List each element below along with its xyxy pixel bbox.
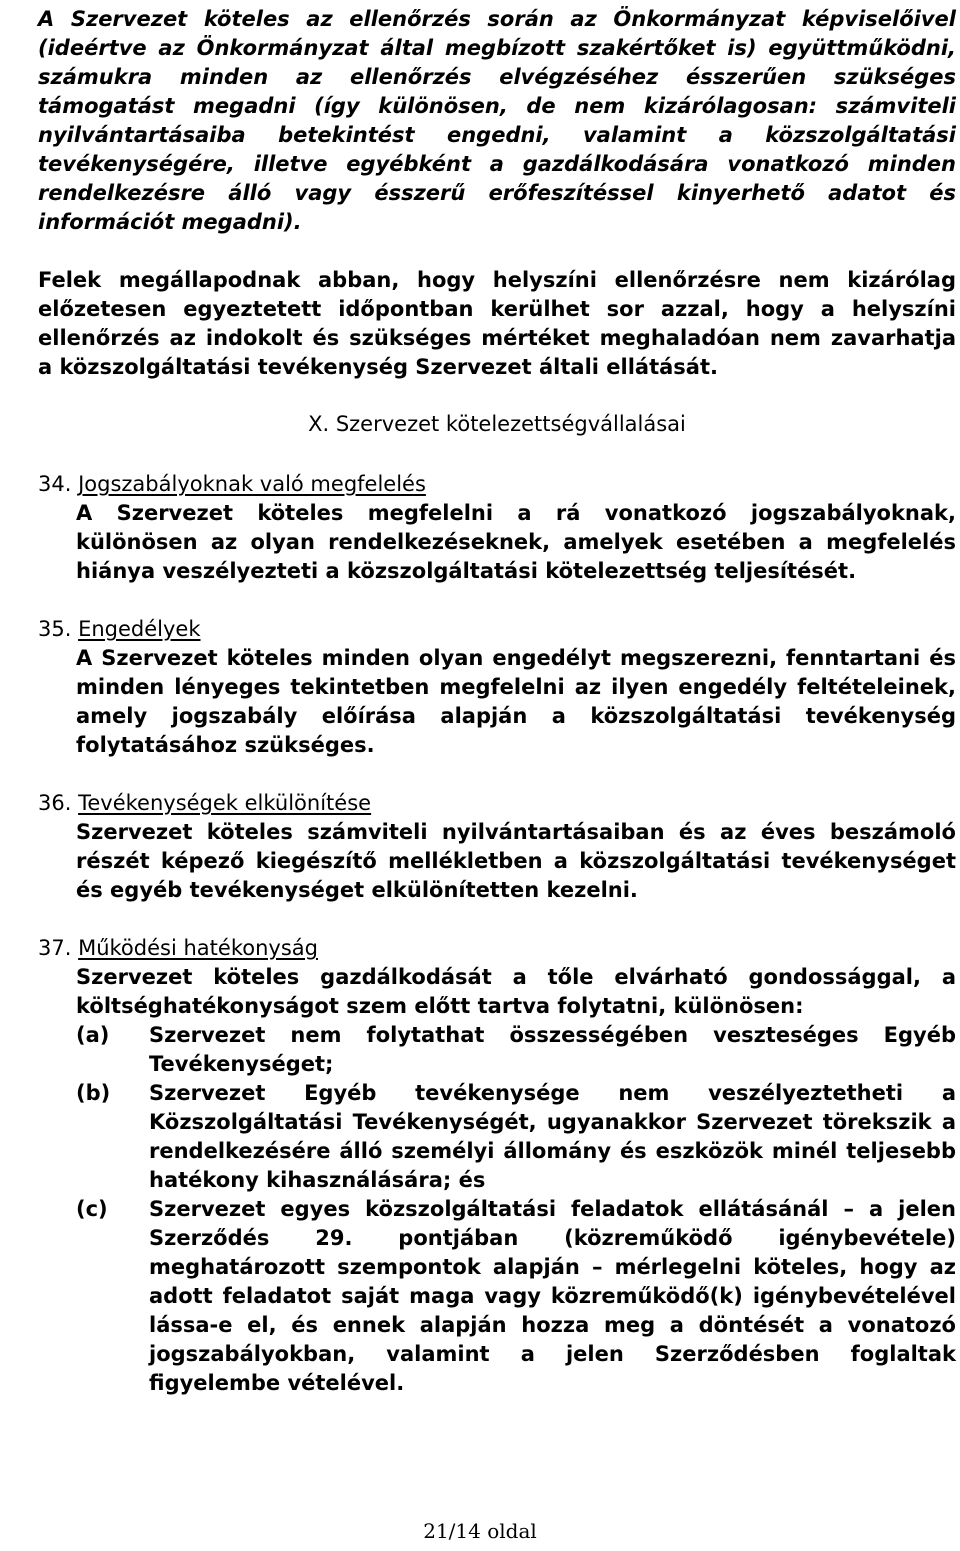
section-heading — [38, 615, 956, 644]
chapter-title: X. Szervezet kötelezettségvállalásai — [308, 412, 686, 436]
section-number: 36. — [38, 791, 72, 815]
list-item — [76, 1021, 956, 1079]
item-label: (b) — [76, 1081, 111, 1105]
section-title: Működési hatékonyság — [78, 936, 318, 960]
page-number: 21/14 oldal — [423, 1519, 537, 1543]
section-body: Szervezet köteles számviteli nyilvántartásaiban és az éves beszámoló részét képező kiegészítő mellékletben a közszolgáltatási tevékenységet és egyéb tevékenységet elkülönítetten kezelni. — [76, 820, 956, 902]
section-37 — [38, 934, 956, 1398]
list-item — [76, 1195, 956, 1398]
section-body: A Szervezet köteles megfelelni a rá vonatkozó jogszabályoknak, különösen az olyan rendelkezéseknek, amelyek esetében a megfelelés hiánya veszélyezteti a közszolgáltatási kötelezettség teljesítését. — [76, 501, 956, 583]
section-34 — [38, 470, 956, 586]
section-body: A Szervezet köteles minden olyan engedélyt megszerezni, fenntartani és minden lényeges tekintetben megfelelni az ilyen engedély feltételeinek, amely jogszabály előírása alapján a közszolgáltatási tevékenység folytatásához szükséges. — [76, 646, 956, 757]
list-item — [76, 1079, 956, 1195]
section-heading — [38, 470, 956, 499]
section-title: Jogszabályoknak való megfelelés — [78, 472, 426, 496]
item-text: Szervezet egyes közszolgáltatási feladatok ellátásánál – a jelen Szerződés 29. pontjában (közreműködő igénybevétele) meghatározott szempontok alapján – mérlegelni köteles, hogy az adott feladatot saját maga vagy közreműködő(k) igénybevételével lássa-e el, és ennek alapján hozza meg a döntését a vonatozó jogszabályokban, valamint a jelen Szerződésben foglaltak figyelembe vételével. — [149, 1197, 956, 1395]
item-text: Szervezet Egyéb tevékenysége nem veszélyeztetheti a Közszolgáltatási Tevékenységét, ugyanakkor Szervezet törekszik a rendelkezésére álló személyi állomány és eszközök minél teljesebb hatékony kihasználására; és — [149, 1081, 956, 1192]
felek-paragraph: Felek megállapodnak abban, hogy helyszíni ellenőrzésre nem kizárólag előzetesen egyeztetett időpontban kerülhet sor azzal, hogy a helyszíni ellenőrzés az indokolt és szükséges mértéket meghaladóan nem zavarhatja a közszolgáltatási tevékenység Szervezet általi ellátását. — [38, 268, 956, 379]
intro-paragraph: A Szervezet köteles az ellenőrzés során az Önkormányzat képviselőivel (ideértve az Önkormányzat által megbízott szakértőket is) együttműködni, számukra minden az ellenőrzés elvégzéséhez ésszerűen szükséges támogatást megadni (így különösen, de nem kizárólagosan: számviteli nyilvántartásaiba betekintést engedni, valamint a közszolgáltatási tevékenységére, illetve egyébként a gazdálkodására vonatkozó minden rendelkezésre álló vagy ésszerű erőfeszítéssel kinyerhető adatot és információt megadni). — [38, 7, 956, 234]
item-list — [76, 1021, 956, 1398]
section-heading — [38, 934, 956, 963]
section-number: 35. — [38, 617, 72, 641]
section-number: 34. — [38, 472, 72, 496]
item-text: Szervezet nem folytathat összességében veszteséges Egyéb Tevékenységet; — [149, 1023, 956, 1076]
section-35 — [38, 615, 956, 760]
section-36 — [38, 789, 956, 905]
item-label: (a) — [76, 1023, 110, 1047]
item-label: (c) — [76, 1197, 108, 1221]
section-title: Tevékenységek elkülönítése — [78, 791, 372, 815]
section-title: Engedélyek — [78, 617, 201, 641]
section-number: 37. — [38, 936, 72, 960]
section-heading — [38, 789, 956, 818]
section-body: Szervezet köteles gazdálkodását a tőle elvárható gondossággal, a költséghatékonyságot szem előtt tartva folytatni, különösen: — [76, 965, 956, 1018]
